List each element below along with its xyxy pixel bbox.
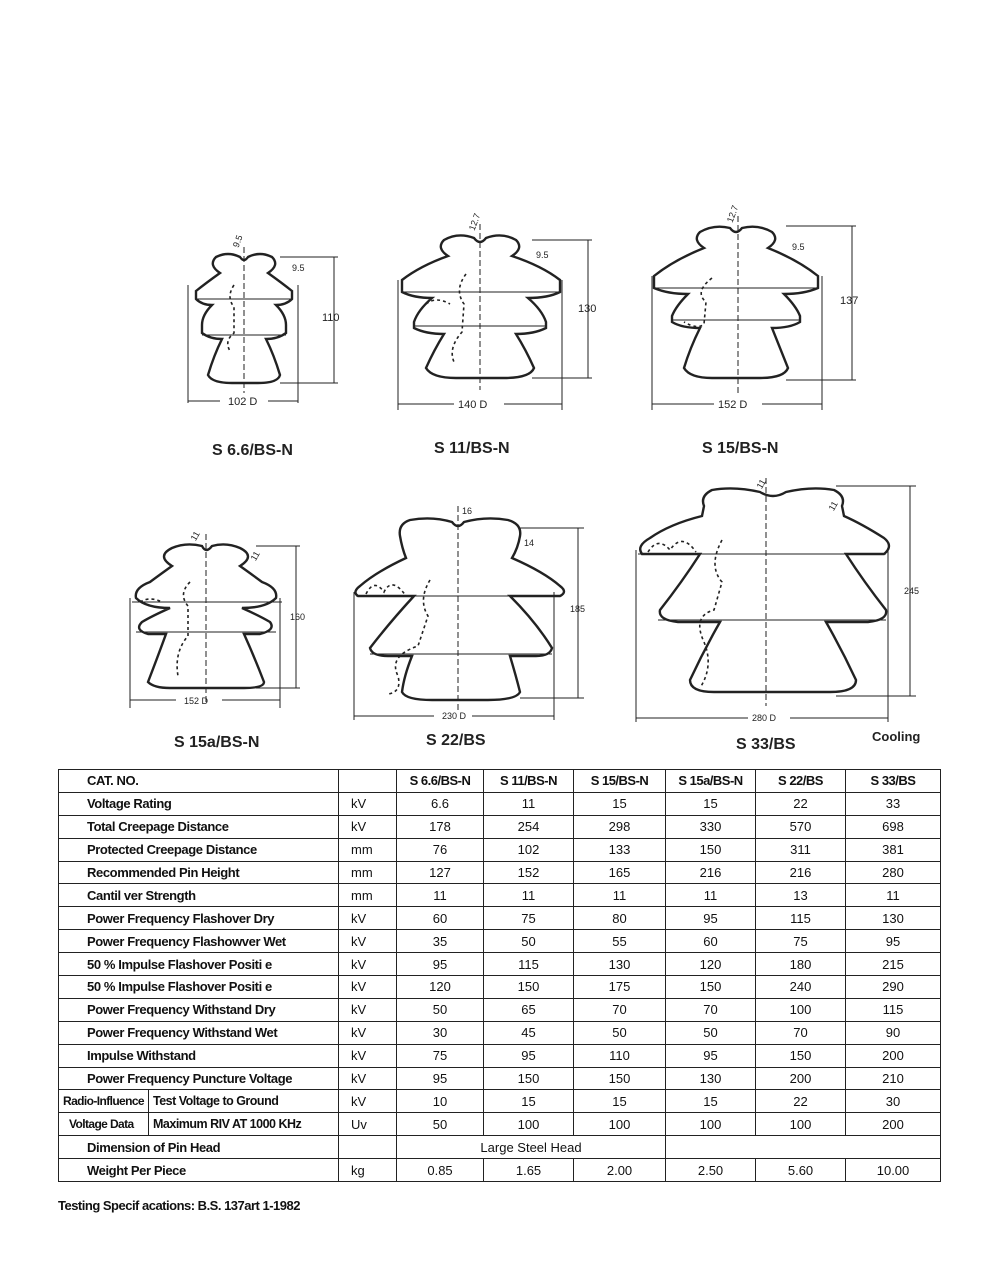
cell-value: 152 [484,861,574,884]
cell-value: 11 [574,884,666,907]
dim-height: 160 [290,612,306,622]
cell-value: 381 [846,838,941,861]
row-unit: kV [339,998,397,1021]
cell-value: 130 [574,953,666,976]
row-unit: kV [339,1044,397,1067]
cell-value: 133 [574,838,666,861]
dim-height: 245 [904,586,920,596]
dim-radius-side: 9.5 [536,250,549,260]
radio-group-label-top: Radio-Influence [59,1090,149,1113]
header-s11: S 11/BS-N [484,770,574,793]
dim-radius-top: 12.7 [466,211,483,232]
cell-value: 150 [666,976,756,999]
cell-value: 60 [666,930,756,953]
cell-value: 11 [484,792,574,815]
cell-value: 280 [846,861,941,884]
cell-value: 130 [846,907,941,930]
row-param: Test Voltage to Ground [149,1090,339,1113]
cell-value: 55 [574,930,666,953]
dim-diameter: 152 D [184,696,209,706]
dim-height: 110 [322,312,340,324]
table-row [59,1021,941,1044]
row-param: Protected Creepage Distance [59,838,339,861]
cell-value: 10 [397,1090,484,1113]
row-param: Power Frequency Withstand Dry [59,998,339,1021]
cell-value: 180 [756,953,846,976]
table-row [59,953,941,976]
table-row [59,815,941,838]
cell-value: 130 [666,1067,756,1090]
cell-value: 100 [484,1113,574,1136]
cell-value: 175 [574,976,666,999]
cell-value: 75 [756,930,846,953]
row-param: Dimension of Pin Head [59,1136,339,1159]
cell-value: 75 [484,907,574,930]
header-s15a: S 15a/BS-N [666,770,756,793]
table-row [59,998,941,1021]
row-param: Power Frequency Puncture Voltage [59,1067,339,1090]
row-unit: kV [339,976,397,999]
drawing-label-s15a: S 15a/BS-N [174,734,260,751]
cell-value: 178 [397,815,484,838]
drawing-label-s66: S 6.6/BS-N [212,442,293,459]
row-unit: mm [339,861,397,884]
header-s22: S 22/BS [756,770,846,793]
cell-value: 127 [397,861,484,884]
cell-value: 200 [846,1044,941,1067]
row-param: Voltage Rating [59,792,339,815]
cell-value: 35 [397,930,484,953]
cell-value: 216 [666,861,756,884]
cell-value: 70 [666,998,756,1021]
row-unit: kV [339,1090,397,1113]
insulator-outline [640,488,889,692]
table-row [59,1044,941,1067]
cell-value: 150 [756,1044,846,1067]
header-unit [339,770,397,793]
cell-value: 216 [756,861,846,884]
dim-diameter: 280 D [752,713,777,723]
cell-value: 30 [846,1090,941,1113]
pin-head-empty [666,1136,941,1159]
cell-value: 6.6 [397,792,484,815]
table-row [59,930,941,953]
row-param: Impulse Withstand [59,1044,339,1067]
drawing-label-s33: S 33/BS [736,736,796,753]
row-unit: kV [339,815,397,838]
cell-value: 15 [484,1090,574,1113]
cell-value: 50 [397,1113,484,1136]
cell-value: 95 [846,930,941,953]
dim-radius-top: 11 [188,529,202,543]
dim-radius-top: 11 [754,477,768,491]
dim-radius-top: 12.7 [724,203,741,224]
cell-value: 11 [397,884,484,907]
cell-value: 75 [397,1044,484,1067]
cell-value: 290 [846,976,941,999]
row-unit: kV [339,930,397,953]
cell-value: 200 [756,1067,846,1090]
cell-value: 200 [846,1113,941,1136]
row-unit [339,1136,397,1159]
cell-value: 254 [484,815,574,838]
cooling-note: Cooling [872,729,921,744]
row-param: Total Creepage Distance [59,815,339,838]
row-unit: mm [339,838,397,861]
cell-value: 150 [574,1067,666,1090]
row-unit: Uv [339,1113,397,1136]
row-param: Power Frequency Withstand Wet [59,1021,339,1044]
drawing-s33 [630,470,940,730]
cell-value: 2.50 [666,1159,756,1182]
cell-value: 15 [666,792,756,815]
cell-value: 50 [574,1021,666,1044]
cell-value: 15 [574,792,666,815]
dim-diameter: 152 D [718,399,748,411]
cell-value: 120 [397,976,484,999]
row-param: 50 % Impulse Flashover Positi e [59,953,339,976]
cell-value: 150 [484,1067,574,1090]
dim-height: 137 [840,295,859,307]
table-row [59,1067,941,1090]
dim-diameter: 102 D [228,396,258,408]
drawing-s15 [646,198,866,418]
drawing-s15a [126,518,326,718]
table-row [59,907,941,930]
table-row [59,884,941,907]
table-row [59,861,941,884]
row-param: 50 % Impulse Flashover Positi e [59,976,339,999]
cell-value: 60 [397,907,484,930]
dim-radius-side: 9.5 [292,263,305,273]
dim-radius-side: 11 [826,499,840,513]
insulator-outline [196,254,292,383]
cell-value: 215 [846,953,941,976]
row-param: Maximum RIV AT 1000 KHz [149,1113,339,1136]
table-row [59,976,941,999]
dim-radius-side: 14 [524,538,535,548]
table-header-row [59,770,941,793]
cell-value: 120 [666,953,756,976]
cell-value: 150 [484,976,574,999]
header-s15: S 15/BS-N [574,770,666,793]
dim-radius-top: 9.5 [230,233,245,249]
cell-value: 13 [756,884,846,907]
cell-value: 95 [484,1044,574,1067]
header-s66: S 6.6/BS-N [397,770,484,793]
row-param: Cantil ver Strength [59,884,339,907]
dim-height: 185 [570,604,586,614]
cell-value: 15 [666,1090,756,1113]
row-unit: kV [339,1067,397,1090]
cell-value: 50 [484,930,574,953]
cell-value: 100 [574,1113,666,1136]
table-row-pin-head [59,1136,941,1159]
cell-value: 298 [574,815,666,838]
cell-value: 115 [484,953,574,976]
cell-value: 15 [574,1090,666,1113]
cell-value: 50 [666,1021,756,1044]
drawing-s11 [392,200,612,420]
cell-value: 11 [484,884,574,907]
drawing-label-s15: S 15/BS-N [702,440,779,457]
row-param: Power Frequency Flashover Dry [59,907,339,930]
cell-value: 100 [666,1113,756,1136]
cell-value: 102 [484,838,574,861]
header-s33: S 33/BS [846,770,941,793]
dim-diameter: 230 D [442,711,467,721]
dim-height: 130 [578,303,597,315]
cell-value: 90 [846,1021,941,1044]
testing-specification-note: Testing Specif acations: B.S. 137art 1-1982 [58,1198,300,1213]
row-param: Recommended Pin Height [59,861,339,884]
dim-radius-top: 16 [462,506,473,516]
cell-value: 570 [756,815,846,838]
cell-value: 115 [756,907,846,930]
cell-value: 115 [846,998,941,1021]
table-row-radio-1 [59,1090,941,1113]
cell-value: 80 [574,907,666,930]
cell-value: 95 [666,1044,756,1067]
cell-value: 5.60 [756,1159,846,1182]
row-unit: mm [339,884,397,907]
row-unit: kV [339,953,397,976]
drawing-s66 [180,225,350,420]
dim-radius-side: 9.5 [792,242,805,252]
cell-value: 1.65 [484,1159,574,1182]
cell-value: 45 [484,1021,574,1044]
cell-value: 240 [756,976,846,999]
row-unit: kV [339,1021,397,1044]
cell-value: 95 [397,953,484,976]
row-unit: kg [339,1159,397,1182]
cell-value: 76 [397,838,484,861]
row-param: Power Frequency Flashowver Wet [59,930,339,953]
cell-value: 0.85 [397,1159,484,1182]
cell-value: 22 [756,1090,846,1113]
cell-value: 698 [846,815,941,838]
header-cat-no: CAT. NO. [59,770,339,793]
table-row [59,792,941,815]
cell-value: 65 [484,998,574,1021]
drawing-s22 [348,496,588,726]
cell-value: 165 [574,861,666,884]
cell-value: 70 [574,998,666,1021]
cell-value: 330 [666,815,756,838]
cell-value: 2.00 [574,1159,666,1182]
radio-group-label-bottom: Voltage Data [59,1113,149,1136]
drawing-label-s11: S 11/BS-N [434,440,510,457]
cell-value: 110 [574,1044,666,1067]
table-row [59,838,941,861]
cell-value: 311 [756,838,846,861]
cell-value: 95 [666,907,756,930]
pin-head-value: Large Steel Head [397,1136,666,1159]
cell-value: 95 [397,1067,484,1090]
dim-diameter: 140 D [458,399,488,411]
row-unit: kV [339,907,397,930]
table-row-weight [59,1159,941,1182]
cell-value: 33 [846,792,941,815]
cell-value: 210 [846,1067,941,1090]
cell-value: 150 [666,838,756,861]
spec-table [58,769,941,1182]
drawing-label-s22: S 22/BS [426,732,486,749]
cell-value: 100 [756,998,846,1021]
table-row-radio-2 [59,1113,941,1136]
cell-value: 22 [756,792,846,815]
row-param: Weight Per Piece [59,1159,339,1182]
cell-value: 10.00 [846,1159,941,1182]
cell-value: 50 [397,998,484,1021]
cell-value: 70 [756,1021,846,1044]
cell-value: 11 [666,884,756,907]
row-unit: kV [339,792,397,815]
cell-value: 11 [846,884,941,907]
cell-value: 100 [756,1113,846,1136]
cell-value: 30 [397,1021,484,1044]
dim-radius-side: 11 [248,549,262,563]
